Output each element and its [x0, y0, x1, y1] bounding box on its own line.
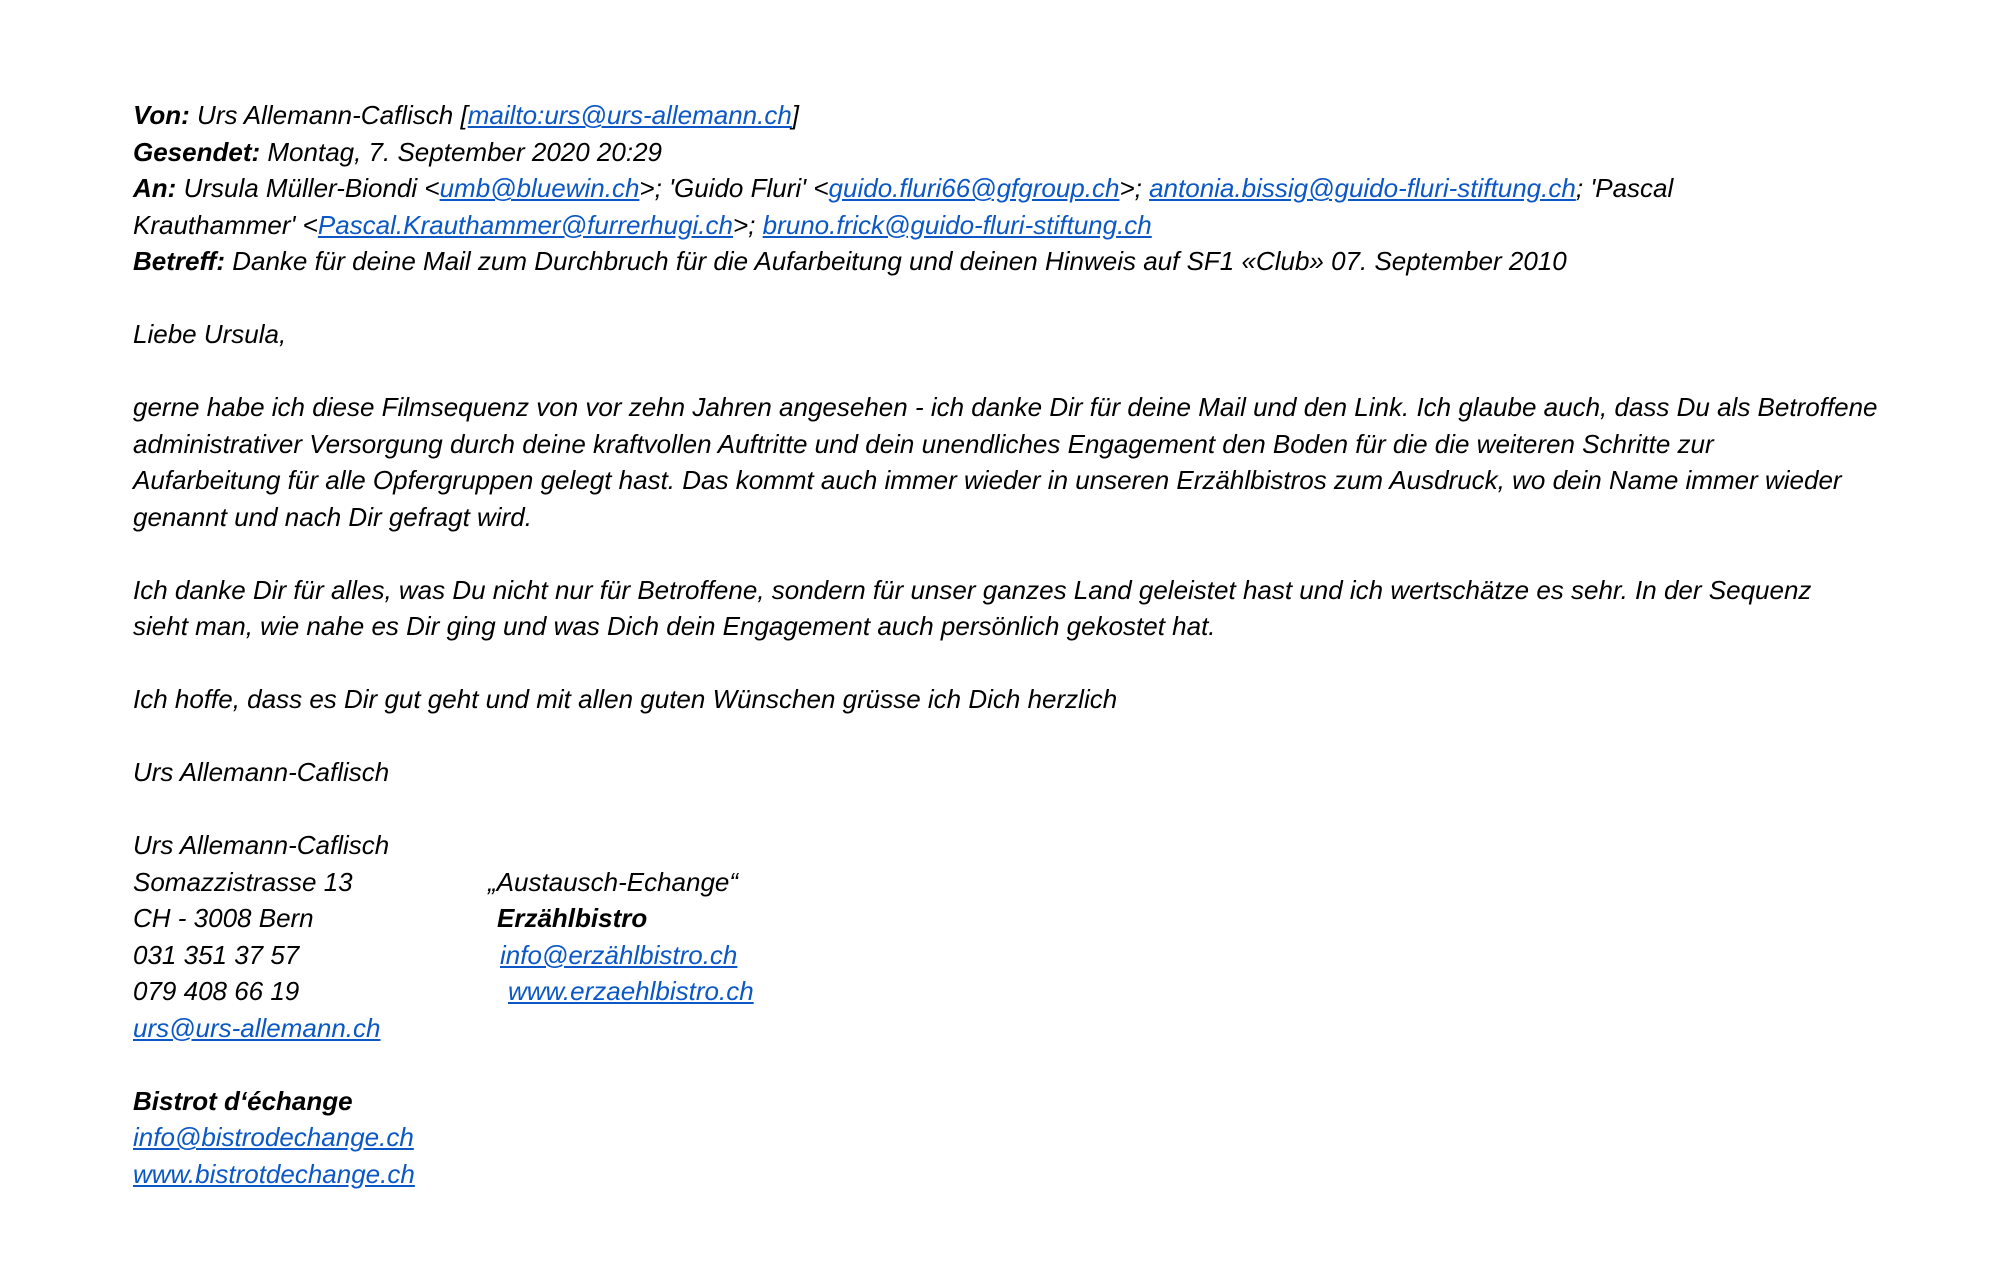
paragraph-line: genannt und nach Dir gefragt wird.	[133, 501, 532, 532]
to-separator-2: >;	[1119, 173, 1150, 203]
to-line-1	[133, 170, 1933, 207]
project-name: Erzählbistro	[497, 903, 648, 933]
to-separator-1: >; 'Guido Fluri' <	[639, 173, 829, 203]
paragraph-line: Ich hoffe, dass es Dir gut geht und mit allen guten Wünschen grüsse ich Dich herzlich	[133, 684, 1118, 714]
signature-row-city	[133, 900, 1933, 937]
from-mailto-link[interactable]: mailto:urs@urs-allemann.ch	[467, 100, 792, 130]
signature-name: Urs Allemann-Caflisch	[133, 830, 390, 860]
subject-label: Betreff:	[133, 246, 225, 276]
sent-line	[133, 134, 1933, 171]
bistrot-web-link[interactable]: www.bistrotdechange.ch	[133, 1158, 415, 1189]
spacer	[133, 280, 1933, 317]
signature-row-name	[133, 827, 1933, 864]
to-recipient-5-email[interactable]: bruno.frick@guido-fluri-stiftung.ch	[762, 209, 1152, 240]
body-paragraph-1	[133, 389, 1938, 535]
bistrot-email-row	[133, 1119, 1933, 1156]
project-email-link[interactable]: info@erzählbistro.ch	[500, 939, 738, 970]
to-line-2	[133, 207, 1933, 244]
paragraph-line: sieht man, wie nahe es Dir ging und was Dich dein Engagement auch persönlich gekostet hat.	[133, 611, 1216, 641]
to-recipient-4-prefix: Krauthammer' <	[133, 209, 318, 240]
signature-row-phone	[133, 937, 1933, 974]
subject-value: Danke für deine Mail zum Durchbruch für die Aufarbeitung und deinen Hinweis auf SF1 «Club» 07. September 2010	[232, 246, 1567, 276]
bistrot-email-link[interactable]: info@bistrodechange.ch	[133, 1122, 414, 1152]
signature-row-email	[133, 1010, 1933, 1047]
paragraph-line: Aufarbeitung für alle Opfergruppen gelegt hast. Das kommt auch immer wieder in unseren Erzählbistros zum Ausdruck, wo dein Name immer wieder	[133, 465, 1842, 495]
from-close-bracket: ]	[791, 100, 800, 130]
to-label: An:	[133, 173, 177, 203]
email-document	[133, 97, 1933, 1192]
from-line	[133, 97, 1933, 134]
closing-name: Urs Allemann-Caflisch	[133, 757, 390, 787]
to-recipient-1-name: Ursula Müller-Biondi <	[183, 173, 440, 203]
body-paragraph-2	[133, 572, 1938, 645]
to-recipient-2-email[interactable]: guido.fluri66@gfgroup.ch	[828, 173, 1120, 203]
project-web-link[interactable]: www.erzaehlbistro.ch	[508, 976, 754, 1006]
spacer	[133, 791, 1933, 828]
signature-city: CH - 3008 Bern	[133, 903, 314, 933]
to-separator-3: ; 'Pascal	[1575, 173, 1674, 203]
spacer	[133, 535, 1933, 572]
signature-row-street	[133, 864, 1933, 901]
signature-phone: 031 351 37 57	[133, 939, 300, 970]
subject-line	[133, 243, 1933, 280]
from-label: Von:	[133, 100, 190, 130]
paragraph-line: Ich danke Dir für alles, was Du nicht nur für Betroffene, sondern für unser ganzes Land geleistet hast und ich wertschätze es sehr. In der Sequenz	[133, 574, 1812, 605]
spacer	[133, 353, 1933, 390]
signature-email-link[interactable]: urs@urs-allemann.ch	[133, 1012, 381, 1043]
bistrot-name: Bistrot d‘échange	[133, 1085, 353, 1116]
to-recipient-3-email[interactable]: antonia.bissig@guido-fluri-stiftung.ch	[1149, 173, 1576, 203]
signature-street: Somazzistrasse 13	[133, 866, 353, 897]
project-tagline: „Austausch-Echange“	[488, 866, 739, 897]
spacer	[133, 1046, 1933, 1083]
spacer	[133, 645, 1933, 682]
signature-row-mobile	[133, 973, 1933, 1010]
from-open-bracket: [	[460, 100, 468, 130]
bistrot-web-row	[133, 1156, 1933, 1193]
sent-value: Montag, 7. September 2020 20:29	[267, 136, 662, 167]
to-separator-4: >;	[733, 209, 763, 240]
sent-label: Gesendet:	[133, 136, 261, 167]
greeting: Liebe Ursula,	[133, 319, 287, 349]
to-recipient-4-email[interactable]: Pascal.Krauthammer@furrerhugi.ch	[317, 209, 733, 240]
spacer	[133, 718, 1933, 755]
from-name: Urs Allemann-Caflisch	[197, 100, 454, 130]
body-paragraph-3	[133, 681, 1938, 718]
signature-mobile: 079 408 66 19	[133, 976, 300, 1006]
paragraph-line: administrativer Versorgung durch deine kraftvollen Auftritte und dein unendliches Engagement den Boden für die die weiteren Schritte zur	[133, 428, 1714, 459]
paragraph-line: gerne habe ich diese Filmsequenz von vor zehn Jahren angesehen - ich danke Dir für deine Mail und den Link. Ich glaube auch, dass Du als Betroffene	[133, 392, 1878, 422]
to-recipient-1-email[interactable]: umb@bluewin.ch	[439, 173, 640, 203]
